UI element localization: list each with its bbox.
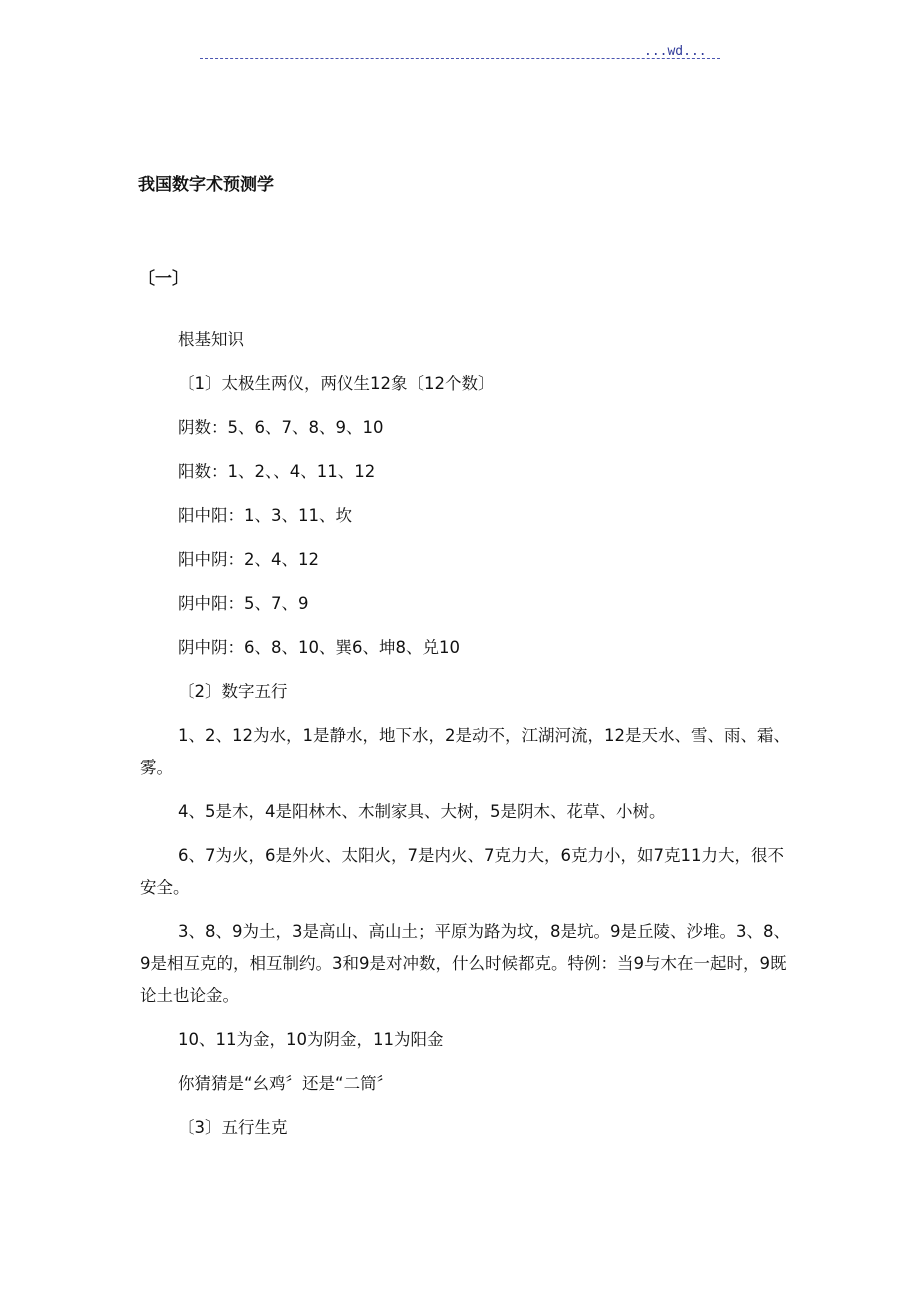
paragraph: 你猜猜是“幺鸡〞还是“二筒〞 xyxy=(178,1074,394,1093)
paragraph: 阳中阴：2、4、12 xyxy=(178,550,319,569)
paragraph: 10、11为金，10为阴金，11为阳金 xyxy=(178,1030,444,1049)
section-heading: 〔一〕 xyxy=(138,269,189,289)
paragraph: 阳数：1、2、、4、11、12 xyxy=(178,462,376,481)
paragraph: 6、7为火，6是外火、太阳火，7是内火、7克力大，6克力小，如7克11力大，很不安全。 xyxy=(140,846,784,897)
document-body xyxy=(140,324,800,1144)
page-header-mark: ...wd... xyxy=(644,44,707,59)
paragraph: 〔1〕太极生两仪，两仪生12象〔12个数〕 xyxy=(178,374,495,393)
paragraph: 〔2〕数字五行 xyxy=(178,682,288,701)
paragraph: 阴中阳：5、7、9 xyxy=(178,594,309,613)
paragraph: 阴中阴：6、8、10、巽6、坤8、兑10 xyxy=(178,638,460,657)
header-divider xyxy=(200,58,720,59)
paragraph: 4、5是木，4是阳林木、木制家具、大树，5是阴木、花草、小树。 xyxy=(178,802,666,821)
paragraph: 根基知识 xyxy=(178,330,244,349)
paragraph: 3、8、9为土，3是高山、高山土；平原为路为坟，8是坑。9是丘陵、沙堆。3、8、9是相互克的，相互制约。3和9是对冲数，什么时候都克。特例：当9与木在一起时，9既论土也论金。 xyxy=(140,922,790,1005)
paragraph: 阴数：5、6、7、8、9、10 xyxy=(178,418,384,437)
paragraph: 1、2、12为水，1是静水，地下水，2是动不，江湖河流，12是天水、雪、雨、霜、雾。 xyxy=(140,726,790,777)
paragraph: 阳中阳：1、3、11、坎 xyxy=(178,506,352,525)
paragraph: 〔3〕五行生克 xyxy=(178,1118,288,1137)
document-title: 我国数字术预测学 xyxy=(138,175,274,195)
